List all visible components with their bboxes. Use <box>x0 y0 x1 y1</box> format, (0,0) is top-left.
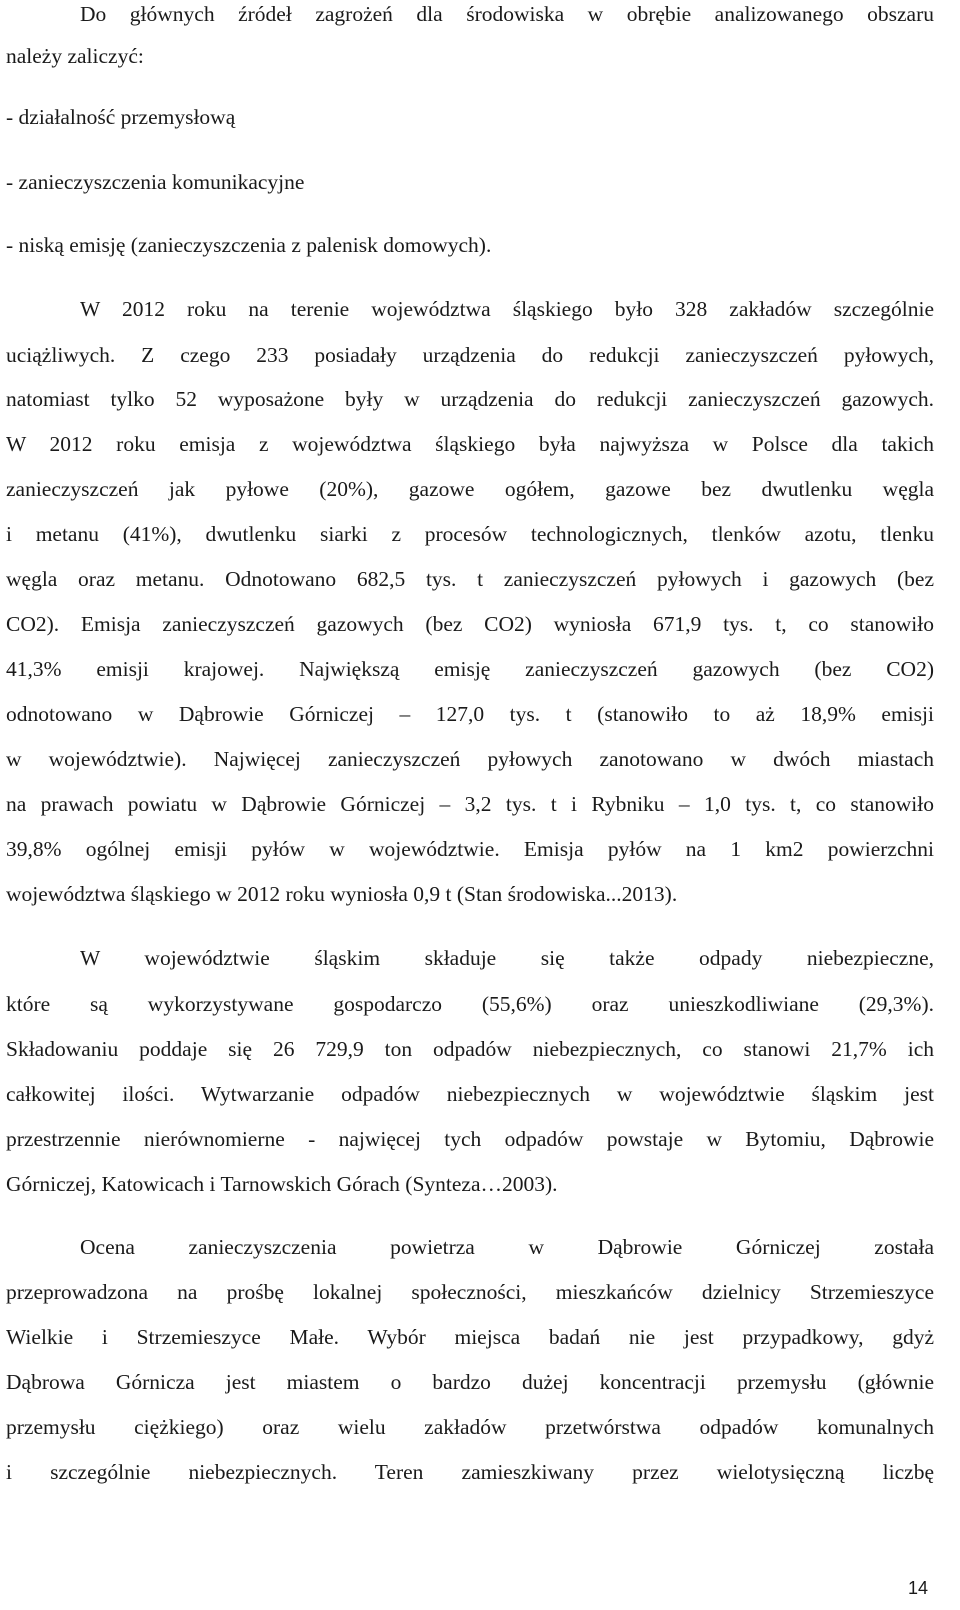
text-line: CO2). Emisja zanieczyszczeń gazowych (bez CO2) wyniosła 671,9 tys. t, co stanowiło <box>6 612 934 636</box>
text-line: całkowitej ilości. Wytwarzanie odpadów niebezpiecznych w województwie śląskim jest <box>6 1082 934 1106</box>
text-line: i szczególnie niebezpiecznych. Teren zamieszkiwany przez wielotysięczną liczbę <box>6 1460 934 1484</box>
text-line: Wielkie i Strzemieszyce Małe. Wybór miejsca badań nie jest przypadkowy, gdyż <box>6 1325 934 1349</box>
text-line: przeprowadzona na prośbę lokalnej społeczności, mieszkańców dzielnicy Strzemieszyce <box>6 1280 934 1304</box>
text-line: Górniczej, Katowicach i Tarnowskich Górach (Synteza…2003). <box>6 1172 558 1196</box>
text-line: należy zaliczyć: <box>6 44 144 68</box>
text-line: zanieczyszczeń jak pyłowe (20%), gazowe ogółem, gazowe bez dwutlenku węgla <box>6 477 934 501</box>
text-line: na prawach powiatu w Dąbrowie Górniczej – 3,2 tys. t i Rybniku – 1,0 tys. t, co stanowiło <box>6 792 934 816</box>
text-line: odnotowano w Dąbrowie Górniczej – 127,0 tys. t (stanowiło to aż 18,9% emisji <box>6 702 934 726</box>
text-line: W 2012 roku na terenie województwa śląskiego było 328 zakładów szczególnie <box>80 297 934 321</box>
list-item: - zanieczyszczenia komunikacyjne <box>6 170 305 194</box>
text-line: 41,3% emisji krajowej. Największą emisję zanieczyszczeń gazowych (bez CO2) <box>6 657 934 681</box>
text-line: przestrzennie nierównomierne - najwięcej tych odpadów powstaje w Bytomiu, Dąbrowie <box>6 1127 934 1151</box>
text-line: Dąbrowa Górnicza jest miastem o bardzo dużej koncentracji przemysłu (głównie <box>6 1370 934 1394</box>
text-line: i metanu (41%), dwutlenku siarki z procesów technologicznych, tlenków azotu, tlenku <box>6 522 934 546</box>
text-line: przemysłu ciężkiego) oraz wielu zakładów przetwórstwa odpadów komunalnych <box>6 1415 934 1439</box>
list-item: - działalność przemysłową <box>6 105 236 129</box>
list-item: - niską emisję (zanieczyszczenia z palenisk domowych). <box>6 233 492 257</box>
text-line: natomiast tylko 52 wyposażone były w urządzenia do redukcji zanieczyszczeń gazowych. <box>6 387 934 411</box>
text-line: 39,8% ogólnej emisji pyłów w województwie. Emisja pyłów na 1 km2 powierzchni <box>6 837 934 861</box>
text-line: województwa śląskiego w 2012 roku wyniosła 0,9 t (Stan środowiska...2013). <box>6 882 678 906</box>
text-line: Do głównych źródeł zagrożeń dla środowiska w obrębie analizowanego obszaru <box>80 2 934 26</box>
text-line: które są wykorzystywane gospodarczo (55,6%) oraz unieszkodliwiane (29,3%). <box>6 992 934 1016</box>
text-line: W województwie śląskim składuje się także odpady niebezpieczne, <box>80 946 934 970</box>
text-line: Składowaniu poddaje się 26 729,9 ton odpadów niebezpiecznych, co stanowi 21,7% ich <box>6 1037 934 1061</box>
text-line: węgla oraz metanu. Odnotowano 682,5 tys. t zanieczyszczeń pyłowych i gazowych (bez <box>6 567 934 591</box>
page-number: 14 <box>907 1578 928 1598</box>
text-line: w województwie). Najwięcej zanieczyszczeń pyłowych zanotowano w dwóch miastach <box>6 747 934 771</box>
text-line: uciążliwych. Z czego 233 posiadały urządzenia do redukcji zanieczyszczeń pyłowych, <box>6 343 934 367</box>
text-line: Ocena zanieczyszczenia powietrza w Dąbrowie Górniczej została <box>80 1235 934 1259</box>
text-line: W 2012 roku emisja z województwa śląskiego była najwyższa w Polsce dla takich <box>6 432 934 456</box>
